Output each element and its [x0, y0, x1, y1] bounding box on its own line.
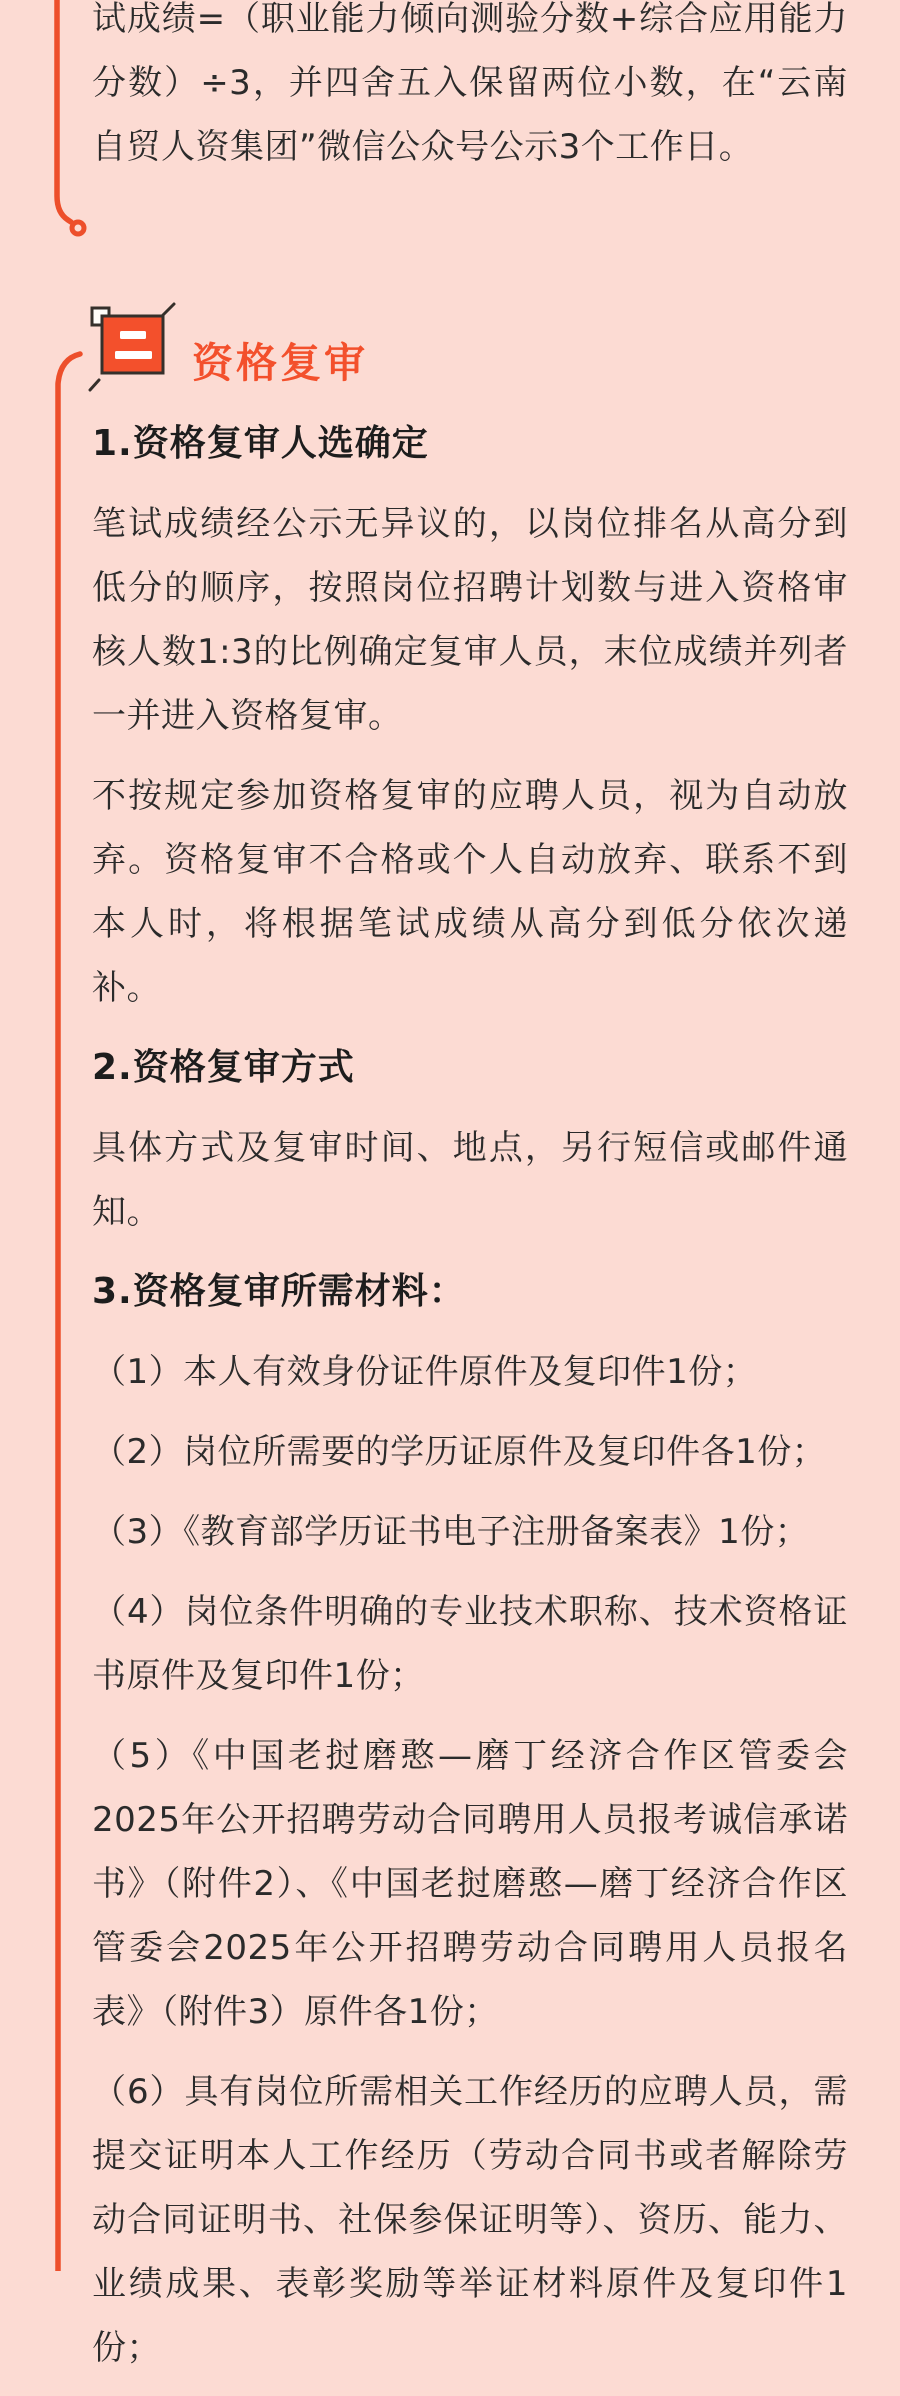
section-body — [92, 412, 848, 2396]
bracket-bottom-segment — [58, 354, 80, 2271]
badge-tick-bottom-left — [90, 380, 99, 390]
badge-square — [102, 316, 163, 373]
section-header — [86, 294, 686, 404]
list-item-3: （3）《教育部学历证书电子注册备案表》1份； — [92, 1512, 810, 1552]
list-item-5: （5）《中国老挝磨憨—磨丁经济合作区管委会2025年公开招聘劳动合同聘用人员报考诚信承诺书》（附件2）、《中国老挝磨憨—磨丁经济合作区管委会2025年公开招聘劳动合同聘用人员报名表》（附件3）原件各1份； — [92, 1736, 848, 2032]
section-title: 资格复审 — [192, 339, 368, 387]
glyph-two-bottom-bar — [115, 351, 152, 359]
section-number-two-icon — [86, 294, 186, 400]
paragraph: 笔试成绩经公示无异议的，以岗位排名从高分到低分的顺序，按照岗位招聘计划数与进入资格审核人数1:3的比例确定复审人员，末位成绩并列者一并进入资格复审。 — [92, 504, 848, 736]
list-item-2: （2）岗位所需要的学历证原件及复印件各1份； — [92, 1432, 827, 1472]
glyph-two-top-bar — [120, 331, 146, 339]
list-item-1: （1）本人有效身份证件原件及复印件1份； — [92, 1352, 758, 1392]
paragraph: 不按规定参加资格复审的应聘人员，视为自动放弃。资格复审不合格或个人自动放弃、联系不到本人时，将根据笔试成绩从高分到低分依次递补。 — [92, 776, 848, 1008]
list-item-4: （4）岗位条件明确的专业技术职称、技术资格证书原件及复印件1份； — [92, 1592, 848, 1696]
list-item-6: （6）具有岗位所需相关工作经历的应聘人员，需提交证明本人工作经历（劳动合同书或者解除劳动合同证明书、社保参保证明等）、资历、能力、业绩成果、表彰奖励等举证材料原件及复印件1份； — [92, 2072, 848, 2368]
subheading-3: 3.资格复审所需材料： — [92, 1271, 466, 1312]
subheading-2: 2.资格复审方式 — [92, 1047, 355, 1088]
bracket-top-segment — [57, 0, 71, 222]
intro-paragraph: 试成绩=（职业能力倾向测验分数+综合应用能力分数）÷3，并四舍五入保留两位小数，在“云南自贸人资集团”微信公众号公示3个工作日。 — [92, 0, 848, 167]
badge-tick-top-right — [163, 304, 174, 315]
subheading-1: 1.资格复审人选确定 — [92, 423, 429, 464]
bracket-end-ring-icon — [72, 222, 84, 234]
paragraph: 具体方式及复审时间、地点，另行短信或邮件通知。 — [92, 1128, 848, 1232]
